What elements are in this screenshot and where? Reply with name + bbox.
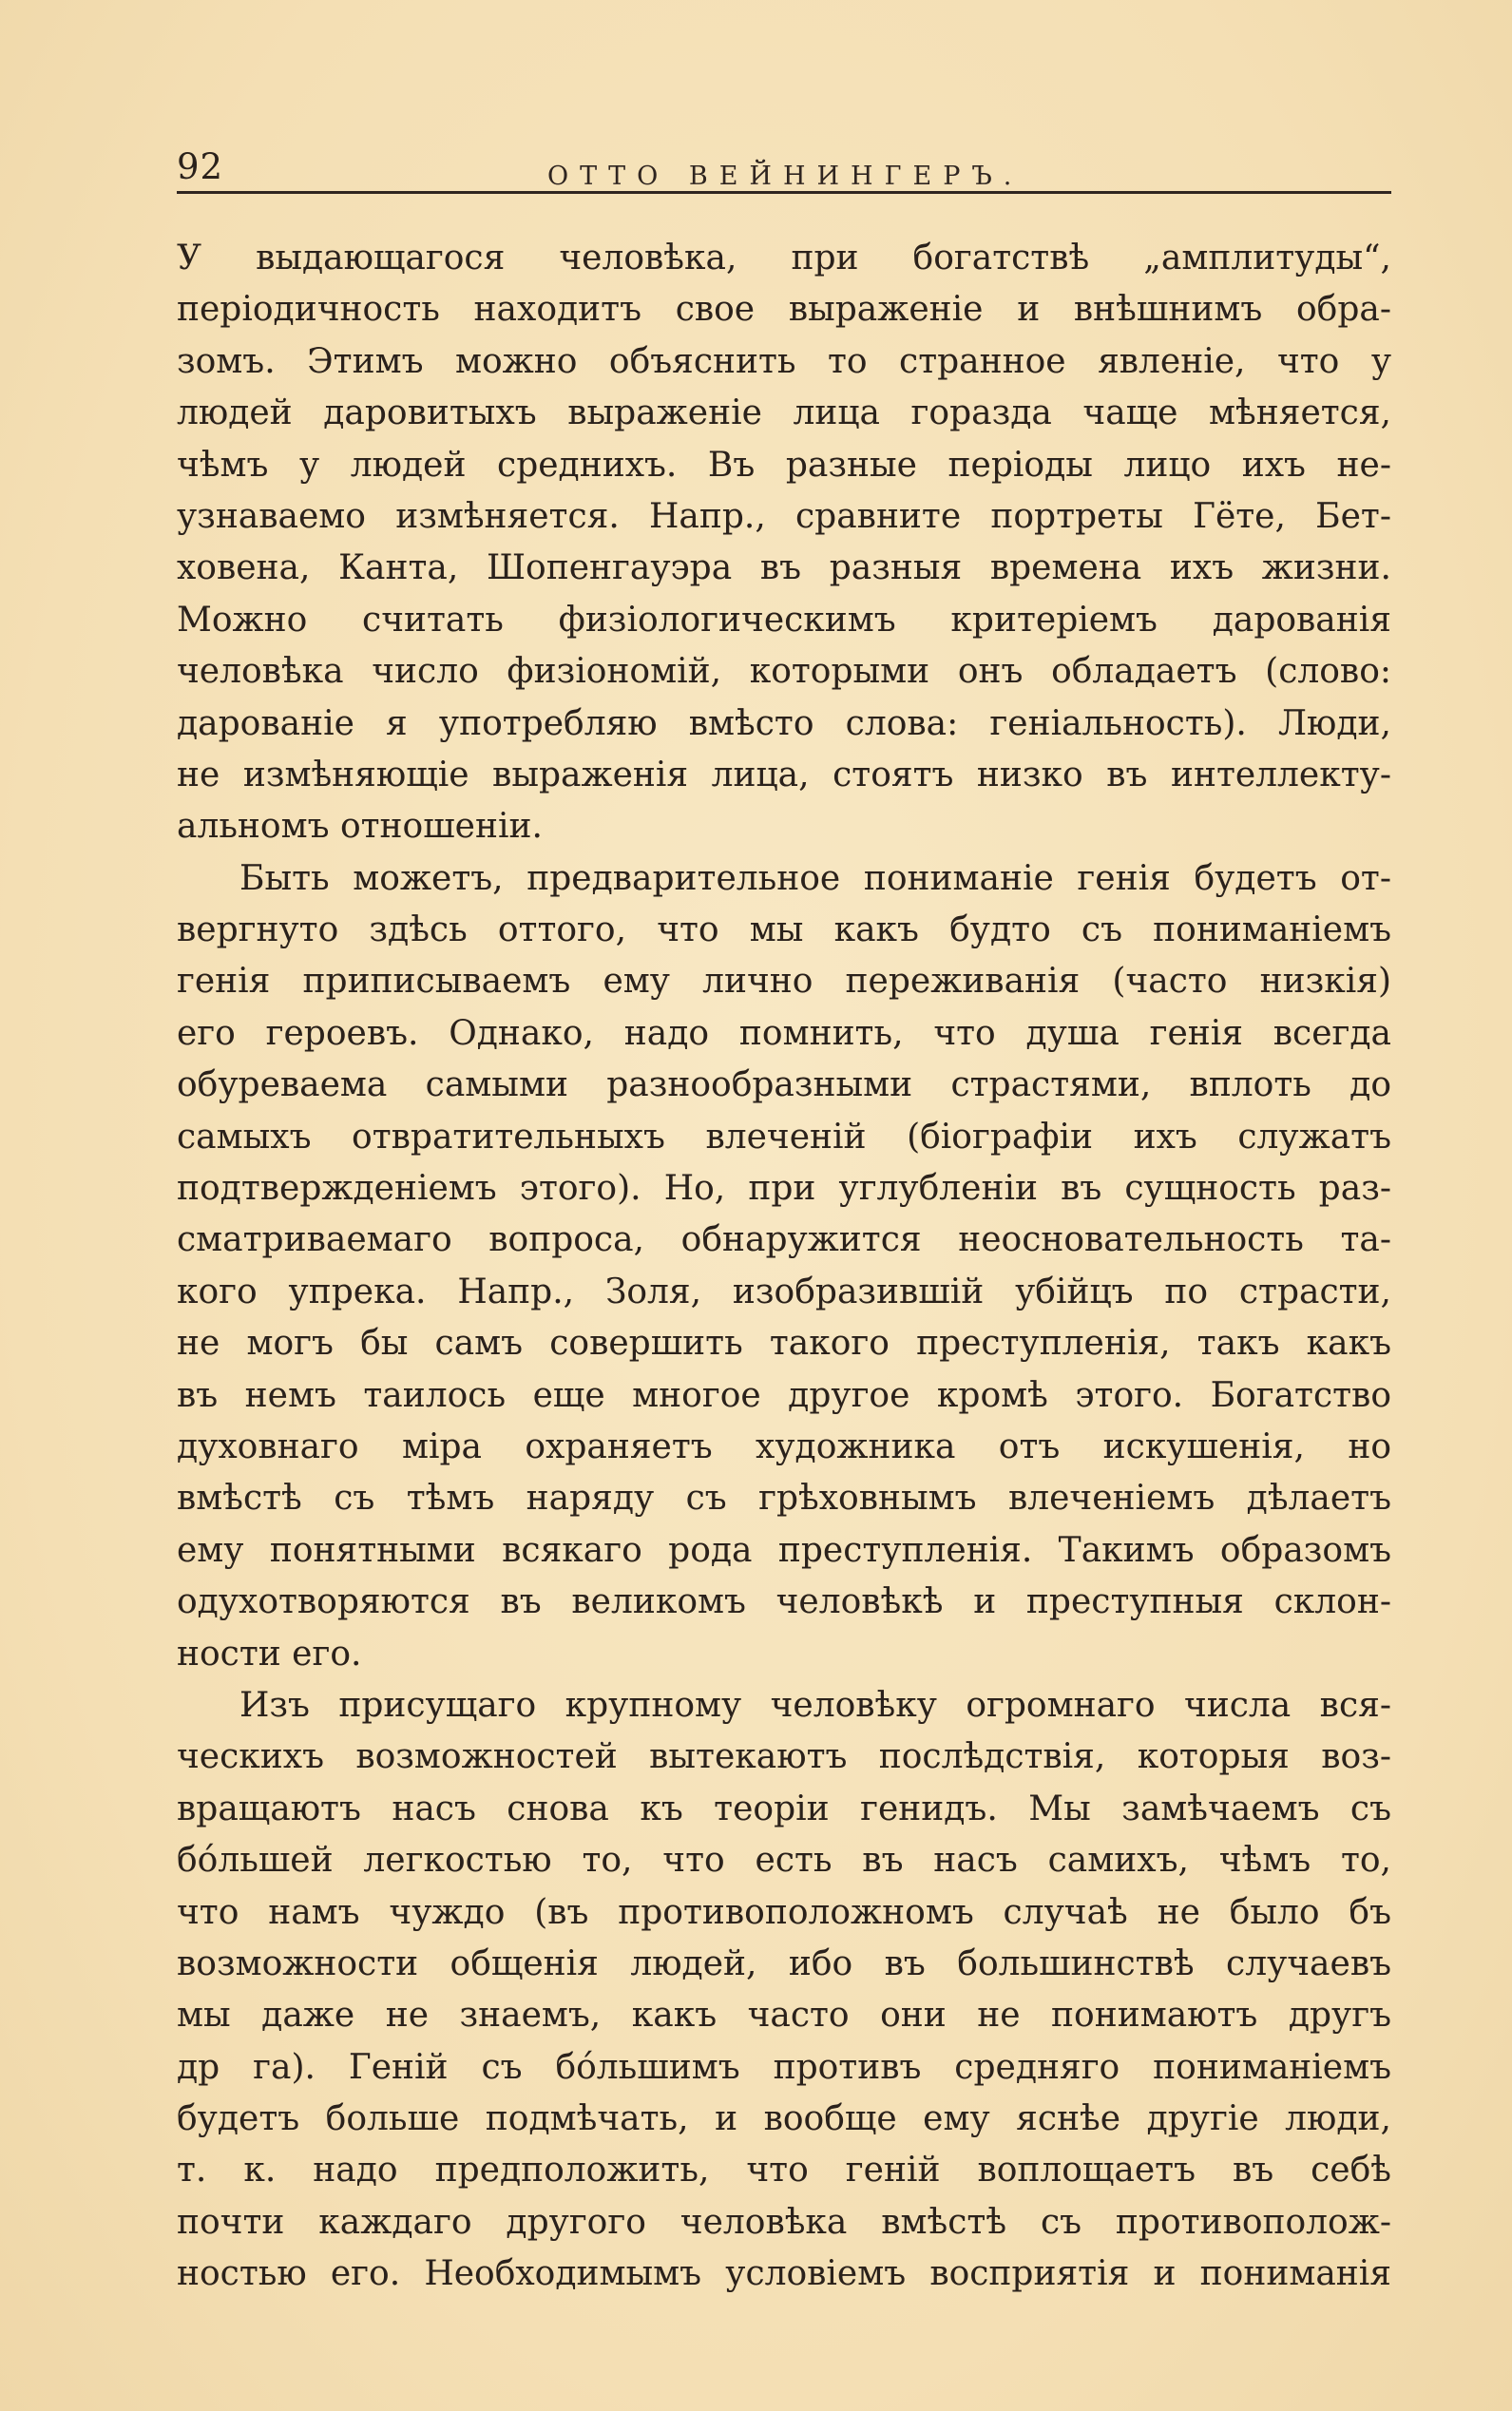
text-line: У выдающагося человѣка, при богатствѣ „амплитуды“, <box>177 239 1391 277</box>
text-line: бо́льшей легкостью то, что есть въ насъ самихъ, чѣмъ то, <box>177 1841 1391 1881</box>
text-line: дарованіе я употребляю вмѣсто слова: геніальность). Люди, <box>177 703 1391 743</box>
text-line: въ немъ таилось еще многое другое кромѣ этого. Богатство <box>177 1375 1391 1415</box>
text-line: обуреваема самыми разнообразными страстями, вплоть до <box>177 1065 1391 1105</box>
text-line: періодичность находитъ свое выраженіе и внѣшнимъ обра- <box>177 290 1391 330</box>
text-line: самыхъ отвратительныхъ влеченій (біографіи ихъ служатъ <box>177 1117 1391 1157</box>
header-rule <box>177 191 1391 194</box>
body-text <box>177 233 1391 2301</box>
page-number: 92 <box>177 146 224 187</box>
text-line: людей даровитыхъ выраженіе лица горазда чаще мѣняется, <box>177 393 1391 433</box>
text-line: вергнуто здѣсь оттого, что мы какъ будто съ пониманіемъ <box>177 910 1391 950</box>
text-line: генія приписываемъ ему лично переживанія (часто низкія) <box>177 962 1391 1002</box>
text-line: не измѣняющіе выраженія лица, стоятъ низко въ интеллекту- <box>177 755 1391 794</box>
text-line: что намъ чуждо (въ противоположномъ случаѣ не было бъ <box>177 1892 1391 1932</box>
paragraph-end-line: ности его. <box>177 1634 362 1674</box>
text-line: др га). Геній съ бо́льшимъ противъ средняго пониманіемъ <box>177 2047 1391 2087</box>
text-line: ностью его. Необходимымъ условіемъ восприятія и пониманія <box>177 2254 1391 2294</box>
text-line: сматриваемаго вопроса, обнаружится неосновательность та- <box>177 1220 1391 1260</box>
text-line: т. к. надо предположить, что геній воплощаетъ въ себѣ <box>177 2151 1391 2191</box>
paragraph-start-line: Быть можетъ, предварительное пониманіе генія будетъ от- <box>239 858 1391 898</box>
text-line: вмѣстѣ съ тѣмъ наряду съ грѣховнымъ влеченіемъ дѣлаетъ <box>177 1479 1391 1519</box>
page-header <box>177 143 1391 196</box>
text-line: ческихъ возможностей вытекаютъ послѣдствія, которыя воз- <box>177 1737 1391 1777</box>
text-line: будетъ больше подмѣчать, и вообще ему яснѣе другіе люди, <box>177 2099 1391 2139</box>
text-line: чѣмъ у людей среднихъ. Въ разные періоды лицо ихъ не- <box>177 445 1391 485</box>
text-line: человѣка число физіономій, которыми онъ обладаетъ (слово: <box>177 652 1391 692</box>
text-line: подтвержденіемъ этого). Но, при углубленіи въ сущность раз- <box>177 1169 1391 1209</box>
text-line: Можно считать физіологическимъ критеріемъ дарованія <box>177 600 1391 640</box>
text-line: ему понятными всякаго рода преступленія. Такимъ образомъ <box>177 1530 1391 1570</box>
text-line: вращаютъ насъ снова къ теоріи генидъ. Мы замѣчаемъ съ <box>177 1789 1391 1828</box>
text-line: ховена, Канта, Шопенгауэра въ разныя времена ихъ жизни. <box>177 548 1391 588</box>
text-line: почти каждаго другого человѣка вмѣстѣ съ противополож- <box>177 2202 1391 2242</box>
text-line: возможности общенія людей, ибо въ большинствѣ случаевъ <box>177 1943 1391 1983</box>
paragraph-start-line: Изъ присущаго крупному человѣку огромнаго числа вся- <box>239 1685 1391 1725</box>
paragraph-end-line: альномъ отношеніи. <box>177 807 543 847</box>
text-line: зомъ. Этимъ можно объяснить то странное явленіе, что у <box>177 341 1391 381</box>
text-line: духовнаго міра охраняетъ художника отъ искушенія, но <box>177 1426 1391 1466</box>
text-line: не могъ бы самъ совершить такого преступленія, такъ какъ <box>177 1324 1391 1364</box>
text-line: его героевъ. Однако, надо помнить, что душа генія всегда <box>177 1013 1391 1053</box>
text-line: узнаваемо измѣняется. Напр., сравните портреты Гёте, Бет- <box>177 496 1391 536</box>
text-line: одухотворяются въ великомъ человѣкѣ и преступныя склон- <box>177 1582 1391 1622</box>
text-line: мы даже не знаемъ, какъ часто они не понимаютъ другъ <box>177 1996 1391 2036</box>
text-line: кого упрека. Напр., Золя, изобразившій убійцъ по страсти, <box>177 1272 1391 1311</box>
running-head: ОТТО ВЕЙНИНГЕРЪ. <box>547 162 1024 191</box>
